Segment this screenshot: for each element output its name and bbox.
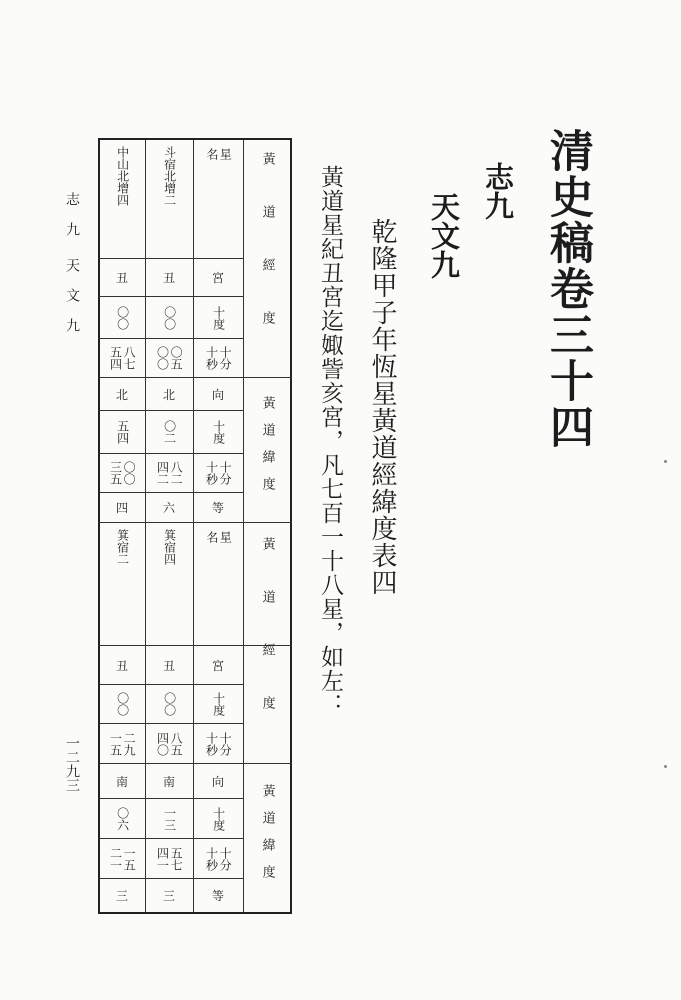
label-lat-minsec-bottom: 十分 十秒: [204, 846, 233, 871]
lon-minsec-value: 〇五 〇〇: [155, 346, 184, 370]
star-name-top: 斗宿北增二: [162, 146, 177, 206]
lon-minsec-value: 二九 一五: [108, 731, 137, 756]
direction-value: 北: [162, 387, 175, 402]
palace-value: 丑: [115, 271, 128, 285]
label-palace-bottom: 宮: [211, 658, 224, 673]
lat-degree-value: 五四: [115, 420, 130, 444]
table-right-border: [290, 138, 292, 912]
lon-degree-value: 〇〇: [115, 305, 130, 330]
lat-minsec-value: 〇〇 三五: [108, 461, 137, 485]
lon-minsec-value: 八五 四〇: [155, 731, 184, 756]
label-direction-bottom: 向: [211, 774, 224, 789]
star-name-top: 中山北增四: [115, 146, 130, 206]
palace-value: 丑: [162, 658, 175, 673]
label-magnitude-top: 等: [211, 501, 224, 515]
star-name-bottom: 箕宿二: [115, 529, 130, 565]
direction-value: 北: [115, 387, 128, 402]
header-lon-bottom: 黃道經度: [259, 536, 275, 749]
direction-value: 南: [162, 774, 175, 789]
intro-text: 黃道星紀丑宮迄娵訾亥宮，凡七百一十八星，如左：: [317, 165, 343, 717]
label-star-name-top: 星名: [205, 148, 233, 215]
book-title: 清史稿卷三十四: [542, 128, 593, 450]
lon-degree-value: 〇〇: [162, 692, 177, 716]
label-magnitude-bottom: 等: [211, 889, 224, 903]
label-lon-degree-top: 十度: [211, 305, 226, 330]
label-lat-degree-bottom: 十度: [211, 806, 226, 831]
header-lat-top: 黃道緯度: [259, 395, 275, 504]
label-lon-minsec-top: 十分 十秒: [204, 346, 233, 370]
label-lat-minsec-top: 十分 十秒: [204, 461, 233, 485]
palace-value: 丑: [162, 271, 175, 285]
header-lat-bottom: 黃道緯度: [259, 783, 275, 892]
lat-degree-value: 〇二: [162, 420, 177, 444]
chapter-title: 天文九: [427, 192, 461, 279]
label-lon-degree-bottom: 十度: [211, 692, 226, 716]
lat-minsec-value: 八二 四二: [155, 461, 184, 485]
section-title: 志九: [481, 162, 515, 220]
direction-value: 南: [115, 774, 128, 789]
label-lat-degree-top: 十度: [211, 420, 226, 444]
lat-degree-value: 〇六: [115, 806, 130, 831]
page-number: 一二九三: [64, 736, 80, 792]
lon-minsec-value: 八七 五四: [108, 346, 137, 370]
table-title: 乾隆甲子年恆星黃道經緯度表四: [367, 218, 397, 596]
magnitude-value: 六: [162, 501, 175, 515]
lat-minsec-value: 五七 四一: [155, 846, 184, 871]
lon-degree-value: 〇〇: [115, 692, 130, 716]
palace-value: 丑: [115, 658, 128, 673]
magnitude-value: 四: [115, 501, 128, 515]
lon-degree-value: 〇〇: [162, 305, 177, 330]
lat-minsec-value: 一五 二一: [108, 846, 137, 871]
lat-degree-value: 一三: [162, 806, 177, 831]
magnitude-value: 三: [115, 889, 128, 903]
running-head: 志 九: [64, 192, 80, 236]
label-lon-minsec-bottom: 十分 十秒: [204, 731, 233, 756]
header-lon-top: 黃道經度: [259, 152, 275, 364]
magnitude-value: 三: [162, 889, 175, 903]
scan-speck: [664, 460, 667, 463]
table-bottom-border: [98, 912, 292, 914]
running-chapter: 天 文 九: [64, 258, 80, 332]
scan-speck: [664, 765, 667, 768]
label-palace-top: 宮: [211, 271, 224, 285]
label-direction-top: 向: [211, 387, 224, 402]
star-name-bottom: 箕宿四: [162, 529, 177, 565]
label-star-name-bottom: 星名: [205, 531, 233, 605]
